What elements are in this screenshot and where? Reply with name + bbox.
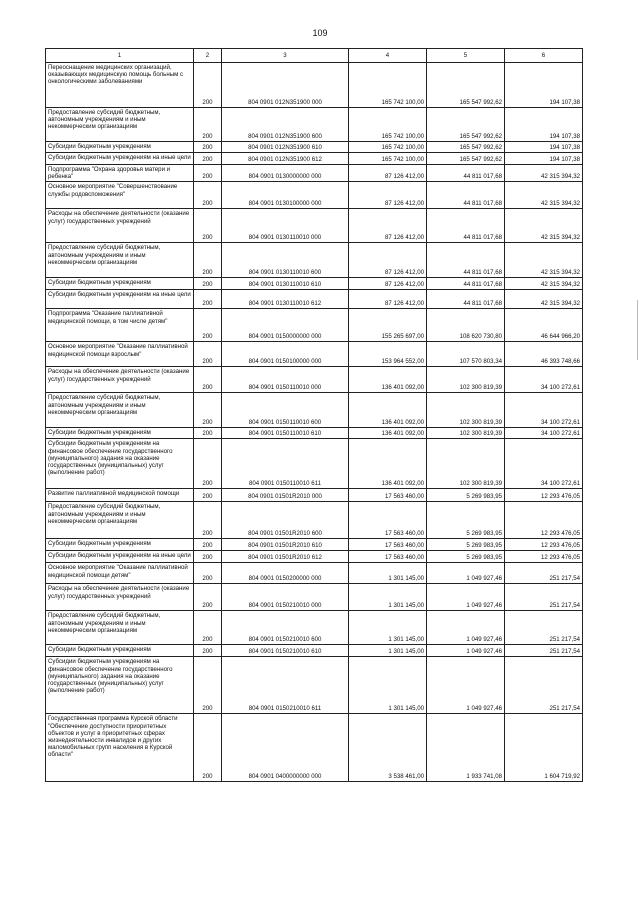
cell-plan-amount: 17 563 460,00	[349, 502, 427, 539]
cell-code: 200	[194, 489, 222, 502]
cell-description: Основное мероприятие "Совершенствование службы родовспоможения"	[46, 182, 194, 209]
table-row	[46, 551, 583, 563]
header-col-2: 2	[194, 49, 222, 63]
table-row	[46, 309, 583, 342]
cell-remaining-amount: 42 315 394,32	[505, 278, 583, 290]
cell-code: 200	[194, 657, 222, 714]
cell-code: 200	[194, 551, 222, 563]
table-row	[46, 63, 583, 108]
cell-code: 200	[194, 290, 222, 309]
cell-description: Подпрограмма "Оказание паллиативной медицинской помощи, в том числе детям"	[46, 309, 194, 342]
cell-kbk: 804 0901 01501R2010 610	[222, 539, 349, 551]
cell-kbk: 804 0901 0130110010 000	[222, 209, 349, 243]
cell-remaining-amount: 42 315 394,32	[505, 182, 583, 209]
cell-plan-amount: 17 563 460,00	[349, 539, 427, 551]
cell-description: Субсидии бюджетным учреждениям на финансовое обеспечение государственного (муниципального) задания на оказание государственных (муниципальных) услуг (выполнение работ)	[46, 657, 194, 714]
cell-code: 200	[194, 278, 222, 290]
cell-kbk: 804 0901 0400000000 000	[222, 714, 349, 782]
cell-executed-amount: 44 811 017,68	[427, 182, 505, 209]
cell-executed-amount: 1 933 741,08	[427, 714, 505, 782]
cell-plan-amount: 165 742 100,00	[349, 142, 427, 153]
header-col-4: 4	[349, 49, 427, 63]
cell-description: Переоснащение медицинских организаций, оказывающих медицинскую помощь больным с онкологическими заболеваниями	[46, 63, 194, 108]
cell-kbk: 804 0901 0150110010 611	[222, 439, 349, 489]
cell-description: Предоставление субсидий бюджетным, автономным учреждениям и иным некоммерческим организациям	[46, 393, 194, 428]
cell-executed-amount: 102 300 819,39	[427, 367, 505, 393]
cell-code: 200	[194, 539, 222, 551]
table-row	[46, 108, 583, 142]
cell-code: 200	[194, 182, 222, 209]
cell-plan-amount: 1 301 145,00	[349, 611, 427, 645]
cell-executed-amount: 5 269 983,95	[427, 502, 505, 539]
cell-plan-amount: 3 538 461,00	[349, 714, 427, 782]
cell-remaining-amount: 42 315 394,32	[505, 290, 583, 309]
cell-code: 200	[194, 645, 222, 657]
table-row	[46, 657, 583, 714]
cell-description: Субсидии бюджетным учреждениям	[46, 142, 194, 153]
table-row	[46, 502, 583, 539]
cell-plan-amount: 87 126 412,00	[349, 278, 427, 290]
cell-description: Предоставление субсидий бюджетным, автономным учреждениям и иным некоммерческим организациям	[46, 502, 194, 539]
cell-executed-amount: 44 811 017,68	[427, 278, 505, 290]
cell-code: 200	[194, 367, 222, 393]
cell-plan-amount: 165 742 100,00	[349, 108, 427, 142]
cell-executed-amount: 44 811 017,68	[427, 290, 505, 309]
cell-executed-amount: 1 049 927,46	[427, 657, 505, 714]
cell-code: 200	[194, 563, 222, 584]
cell-plan-amount: 165 742 100,00	[349, 153, 427, 165]
cell-remaining-amount: 12 293 476,05	[505, 551, 583, 563]
page-number: 109	[312, 28, 328, 38]
table-header-row	[46, 49, 583, 63]
cell-remaining-amount: 194 107,38	[505, 153, 583, 165]
cell-kbk: 804 0901 0150100000 000	[222, 342, 349, 367]
table-row	[46, 142, 583, 153]
table-row	[46, 611, 583, 645]
cell-executed-amount: 1 049 927,46	[427, 645, 505, 657]
table-row	[46, 539, 583, 551]
cell-remaining-amount: 1 604 719,92	[505, 714, 583, 782]
cell-description: Субсидии бюджетным учреждениям на иные цели	[46, 153, 194, 165]
cell-remaining-amount: 34 100 272,61	[505, 439, 583, 489]
cell-code: 200	[194, 63, 222, 108]
table-row	[46, 182, 583, 209]
cell-description: Расходы на обеспечение деятельности (оказание услуг) государственных учреждений	[46, 367, 194, 393]
cell-plan-amount: 87 126 412,00	[349, 209, 427, 243]
cell-remaining-amount: 194 107,38	[505, 108, 583, 142]
cell-executed-amount: 44 811 017,68	[427, 209, 505, 243]
cell-remaining-amount: 251 217,54	[505, 584, 583, 611]
cell-plan-amount: 87 126 412,00	[349, 165, 427, 182]
cell-remaining-amount: 251 217,54	[505, 657, 583, 714]
cell-kbk: 804 0901 012N351900 612	[222, 153, 349, 165]
cell-kbk: 804 0901 01501R2010 000	[222, 489, 349, 502]
header-col-3: 3	[222, 49, 349, 63]
table-row	[46, 393, 583, 428]
cell-executed-amount: 44 811 017,68	[427, 243, 505, 278]
cell-description: Предоставление субсидий бюджетным, автономным учреждениям и иным некоммерческим организациям	[46, 611, 194, 645]
cell-remaining-amount: 34 100 272,61	[505, 428, 583, 439]
cell-code: 200	[194, 714, 222, 782]
table-row	[46, 209, 583, 243]
cell-kbk: 804 0901 0150110010 000	[222, 367, 349, 393]
table-row	[46, 290, 583, 309]
cell-description: Субсидии бюджетным учреждениям на иные цели	[46, 551, 194, 563]
cell-kbk: 804 0901 01501R2010 600	[222, 502, 349, 539]
cell-kbk: 804 0901 0150200000 000	[222, 563, 349, 584]
cell-description: Основное мероприятие "Оказание паллиативной медицинской помощи взрослым"	[46, 342, 194, 367]
cell-plan-amount: 153 964 552,00	[349, 342, 427, 367]
cell-description: Развитие паллиативной медицинской помощи	[46, 489, 194, 502]
cell-code: 200	[194, 611, 222, 645]
cell-description: Государственная программа Курской области "Обеспечение доступности приоритетных объектов и услуг в приоритетных сферах жизнедеятельности инвалидов и других маломобильных групп населения в Курской области"	[46, 714, 194, 782]
cell-executed-amount: 165 547 992,62	[427, 63, 505, 108]
cell-code: 200	[194, 428, 222, 439]
cell-description: Субсидии бюджетным учреждениям	[46, 539, 194, 551]
cell-executed-amount: 1 049 927,46	[427, 584, 505, 611]
cell-plan-amount: 136 401 092,00	[349, 393, 427, 428]
cell-remaining-amount: 42 315 394,32	[505, 243, 583, 278]
cell-remaining-amount: 12 293 476,05	[505, 539, 583, 551]
cell-description: Субсидии бюджетным учреждениям на финансовое обеспечение государственного (муниципального) задания на оказание государственных (муниципальных) услуг (выполнение работ)	[46, 439, 194, 489]
cell-executed-amount: 107 570 803,34	[427, 342, 505, 367]
header-col-5: 5	[427, 49, 505, 63]
cell-executed-amount: 44 811 017,68	[427, 165, 505, 182]
cell-executed-amount: 165 547 992,62	[427, 153, 505, 165]
table-row	[46, 489, 583, 502]
cell-code: 200	[194, 502, 222, 539]
cell-kbk: 804 0901 0150000000 000	[222, 309, 349, 342]
cell-remaining-amount: 42 315 394,32	[505, 165, 583, 182]
cell-plan-amount: 136 401 092,00	[349, 439, 427, 489]
cell-remaining-amount: 251 217,54	[505, 611, 583, 645]
cell-remaining-amount: 42 315 394,32	[505, 209, 583, 243]
scan-edge-mark	[637, 300, 638, 360]
cell-executed-amount: 102 300 819,39	[427, 393, 505, 428]
cell-description: Расходы на обеспечение деятельности (оказание услуг) государственных учреждений	[46, 584, 194, 611]
table-row	[46, 367, 583, 393]
cell-remaining-amount: 251 217,54	[505, 645, 583, 657]
cell-kbk: 804 0901 0130000000 000	[222, 165, 349, 182]
cell-description: Расходы на обеспечение деятельности (оказание услуг) государственных учреждений	[46, 209, 194, 243]
cell-code: 200	[194, 309, 222, 342]
cell-description: Подпрограмма "Охрана здоровья матери и ребенка"	[46, 165, 194, 182]
cell-description: Субсидии бюджетным учреждениям	[46, 645, 194, 657]
table-row	[46, 439, 583, 489]
cell-kbk: 804 0901 0150210010 000	[222, 584, 349, 611]
cell-executed-amount: 5 269 983,95	[427, 489, 505, 502]
cell-executed-amount: 5 269 983,95	[427, 551, 505, 563]
cell-executed-amount: 5 269 983,95	[427, 539, 505, 551]
cell-code: 200	[194, 584, 222, 611]
table-row	[46, 165, 583, 182]
cell-remaining-amount: 46 644 966,20	[505, 309, 583, 342]
cell-plan-amount: 17 563 460,00	[349, 489, 427, 502]
cell-executed-amount: 108 620 730,80	[427, 309, 505, 342]
cell-remaining-amount: 12 293 476,05	[505, 489, 583, 502]
cell-kbk: 804 0901 012N351900 610	[222, 142, 349, 153]
cell-remaining-amount: 194 107,38	[505, 142, 583, 153]
cell-executed-amount: 165 547 992,62	[427, 108, 505, 142]
cell-plan-amount: 87 126 412,00	[349, 182, 427, 209]
cell-description: Субсидии бюджетным учреждениям	[46, 278, 194, 290]
cell-plan-amount: 87 126 412,00	[349, 243, 427, 278]
cell-code: 200	[194, 439, 222, 489]
cell-kbk: 804 0901 0150210010 611	[222, 657, 349, 714]
cell-kbk: 804 0901 0130110010 610	[222, 278, 349, 290]
table-row	[46, 153, 583, 165]
table-row	[46, 714, 583, 782]
cell-code: 200	[194, 165, 222, 182]
cell-kbk: 804 0901 012N351900 600	[222, 108, 349, 142]
cell-kbk: 804 0901 0130110010 612	[222, 290, 349, 309]
cell-executed-amount: 1 049 927,46	[427, 611, 505, 645]
cell-kbk: 804 0901 01501R2010 612	[222, 551, 349, 563]
cell-description: Предоставление субсидий бюджетным, автономным учреждениям и иным некоммерческим организациям	[46, 108, 194, 142]
cell-code: 200	[194, 243, 222, 278]
table-row	[46, 278, 583, 290]
cell-plan-amount: 155 265 697,00	[349, 309, 427, 342]
table-row	[46, 563, 583, 584]
table-row	[46, 243, 583, 278]
cell-code: 200	[194, 209, 222, 243]
header-col-1: 1	[46, 49, 194, 63]
cell-code: 200	[194, 108, 222, 142]
table-row	[46, 428, 583, 439]
cell-remaining-amount: 34 100 272,61	[505, 393, 583, 428]
cell-code: 200	[194, 142, 222, 153]
cell-plan-amount: 1 301 145,00	[349, 563, 427, 584]
cell-description: Субсидии бюджетным учреждениям	[46, 428, 194, 439]
cell-remaining-amount: 251 217,54	[505, 563, 583, 584]
cell-executed-amount: 1 049 927,46	[427, 563, 505, 584]
cell-plan-amount: 1 301 145,00	[349, 645, 427, 657]
cell-plan-amount: 1 301 145,00	[349, 657, 427, 714]
table-row	[46, 342, 583, 367]
cell-kbk: 804 0901 0130110010 600	[222, 243, 349, 278]
cell-plan-amount: 136 401 092,00	[349, 367, 427, 393]
cell-plan-amount: 165 742 100,00	[349, 63, 427, 108]
cell-remaining-amount: 12 293 476,05	[505, 502, 583, 539]
header-col-6: 6	[505, 49, 583, 63]
cell-kbk: 804 0901 0150210010 610	[222, 645, 349, 657]
cell-kbk: 804 0901 0130100000 000	[222, 182, 349, 209]
cell-plan-amount: 17 563 460,00	[349, 551, 427, 563]
cell-description: Предоставление субсидий бюджетным, автономным учреждениям и иным некоммерческим организациям	[46, 243, 194, 278]
cell-description: Основное мероприятие "Оказание паллиативной медицинской помощи детям"	[46, 563, 194, 584]
cell-description: Субсидии бюджетным учреждениям на иные цели	[46, 290, 194, 309]
cell-code: 200	[194, 342, 222, 367]
cell-remaining-amount: 34 100 272,61	[505, 367, 583, 393]
cell-remaining-amount: 194 107,38	[505, 63, 583, 108]
cell-plan-amount: 1 301 145,00	[349, 584, 427, 611]
cell-kbk: 804 0901 012N351900 000	[222, 63, 349, 108]
cell-kbk: 804 0901 0150110010 610	[222, 428, 349, 439]
cell-code: 200	[194, 393, 222, 428]
table-body	[46, 63, 583, 782]
cell-executed-amount: 102 300 819,39	[427, 428, 505, 439]
cell-remaining-amount: 46 393 748,66	[505, 342, 583, 367]
cell-kbk: 804 0901 0150110010 600	[222, 393, 349, 428]
cell-executed-amount: 165 547 992,62	[427, 142, 505, 153]
cell-code: 200	[194, 153, 222, 165]
cell-plan-amount: 87 126 412,00	[349, 290, 427, 309]
cell-plan-amount: 136 401 092,00	[349, 428, 427, 439]
cell-executed-amount: 102 300 819,39	[427, 439, 505, 489]
table-row	[46, 584, 583, 611]
budget-table	[45, 48, 583, 782]
cell-kbk: 804 0901 0150210010 600	[222, 611, 349, 645]
table-row	[46, 645, 583, 657]
